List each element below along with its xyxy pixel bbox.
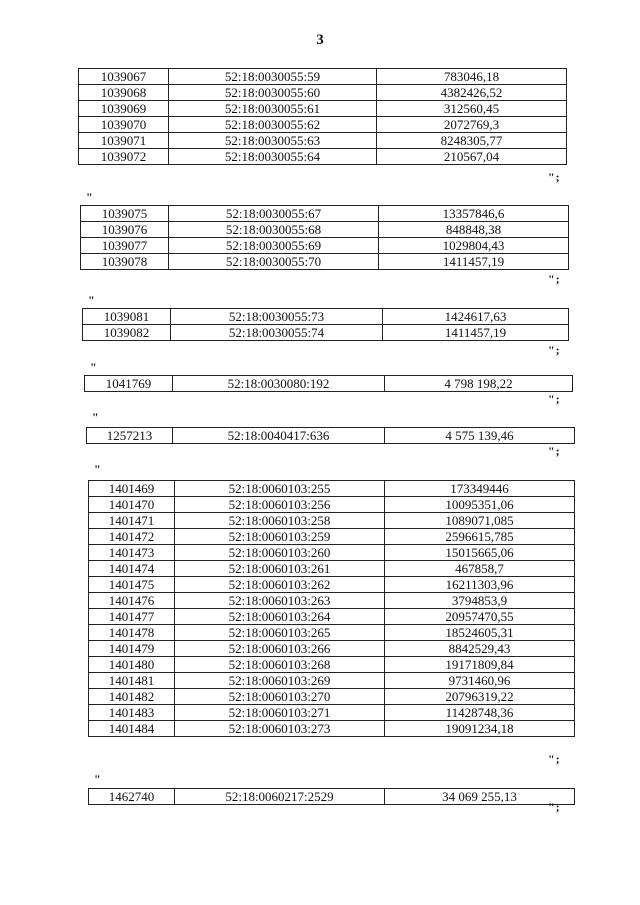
record-id-cell: 1401477: [89, 609, 175, 625]
cadastral-number-cell: 52:18:0060103:260: [175, 545, 385, 561]
cadastral-number-cell: 52:18:0060103:265: [175, 625, 385, 641]
value-cell: 3794853,9: [385, 593, 575, 609]
cadastral-number-cell: 52:18:0030080:192: [173, 376, 385, 392]
value-cell: 4382426,52: [377, 85, 567, 101]
closing-quote: ";: [548, 392, 561, 406]
record-id-cell: 1401474: [89, 561, 175, 577]
table-row: [89, 609, 575, 625]
table-row: [89, 705, 575, 721]
table-row: [89, 497, 575, 513]
cadastral-number-cell: 52:18:0060103:269: [175, 673, 385, 689]
cadastral-number-cell: 52:18:0060103:271: [175, 705, 385, 721]
value-cell: 2072769,3: [377, 117, 567, 133]
opening-quote: ": [94, 772, 101, 786]
table-row: [89, 577, 575, 593]
record-id-cell: 1039076: [81, 222, 169, 238]
table-row: [79, 85, 567, 101]
opening-quote: ": [94, 462, 101, 476]
table-row: [89, 689, 575, 705]
value-cell: 18524605,31: [385, 625, 575, 641]
cadastral-number-cell: 52:18:0060103:263: [175, 593, 385, 609]
value-cell: 34 069 255,13: [385, 789, 575, 805]
opening-quote: ": [86, 190, 93, 204]
record-id-cell: 1401471: [89, 513, 175, 529]
record-id-cell: 1401481: [89, 673, 175, 689]
registry-table: [88, 788, 575, 805]
record-id-cell: 1401470: [89, 497, 175, 513]
value-cell: 1411457,19: [383, 325, 569, 341]
cadastral-number-cell: 52:18:0060103:261: [175, 561, 385, 577]
table-row: [81, 254, 569, 270]
closing-quote: ";: [548, 444, 561, 458]
cadastral-number-cell: 52:18:0030055:68: [169, 222, 379, 238]
value-cell: 10095351,06: [385, 497, 575, 513]
opening-quote: ": [90, 360, 97, 374]
cadastral-number-cell: 52:18:0030055:74: [171, 325, 383, 341]
record-id-cell: 1041769: [85, 376, 173, 392]
record-id-cell: 1401480: [89, 657, 175, 673]
value-cell: 783046,18: [377, 69, 567, 85]
value-cell: 11428748,36: [385, 705, 575, 721]
value-cell: 1424617,63: [383, 309, 569, 325]
record-id-cell: 1401473: [89, 545, 175, 561]
table-row: [89, 789, 575, 805]
value-cell: 20957470,55: [385, 609, 575, 625]
value-cell: 16211303,96: [385, 577, 575, 593]
cadastral-number-cell: 52:18:0060103:258: [175, 513, 385, 529]
closing-quote: ";: [548, 343, 561, 357]
value-cell: 9731460,96: [385, 673, 575, 689]
value-cell: 2596615,785: [385, 529, 575, 545]
table-row: [85, 376, 573, 392]
record-id-cell: 1401484: [89, 721, 175, 737]
closing-quote: ";: [548, 272, 561, 286]
table-row: [83, 309, 569, 325]
record-id-cell: 1401476: [89, 593, 175, 609]
table-row: [89, 673, 575, 689]
table-row: [89, 657, 575, 673]
cadastral-number-cell: 52:18:0060103:264: [175, 609, 385, 625]
table-row: [87, 428, 575, 444]
record-id-cell: 1039075: [81, 206, 169, 222]
record-id-cell: 1039067: [79, 69, 169, 85]
cadastral-number-cell: 52:18:0060103:266: [175, 641, 385, 657]
table-row: [79, 133, 567, 149]
value-cell: 467858,7: [385, 561, 575, 577]
table-row: [89, 529, 575, 545]
record-id-cell: 1039071: [79, 133, 169, 149]
value-cell: 20796319,22: [385, 689, 575, 705]
record-id-cell: 1401469: [89, 481, 175, 497]
value-cell: 13357846,6: [379, 206, 569, 222]
cadastral-number-cell: 52:18:0060103:273: [175, 721, 385, 737]
value-cell: 15015665,06: [385, 545, 575, 561]
cadastral-number-cell: 52:18:0030055:60: [169, 85, 377, 101]
table-row: [89, 721, 575, 737]
cadastral-number-cell: 52:18:0060103:268: [175, 657, 385, 673]
record-id-cell: 1401479: [89, 641, 175, 657]
cadastral-number-cell: 52:18:0060103:256: [175, 497, 385, 513]
cadastral-number-cell: 52:18:0030055:59: [169, 69, 377, 85]
cadastral-number-cell: 52:18:0030055:62: [169, 117, 377, 133]
value-cell: 173349446: [385, 481, 575, 497]
registry-table: [82, 308, 569, 341]
record-id-cell: 1039068: [79, 85, 169, 101]
closing-quote: ";: [548, 752, 561, 766]
value-cell: 210567,04: [377, 149, 567, 165]
opening-quote: ": [92, 410, 99, 424]
value-cell: 848848,38: [379, 222, 569, 238]
cadastral-number-cell: 52:18:0040417:636: [173, 428, 385, 444]
table-row: [89, 593, 575, 609]
cadastral-number-cell: 52:18:0030055:64: [169, 149, 377, 165]
closing-quote: ";: [548, 800, 561, 814]
record-id-cell: 1039077: [81, 238, 169, 254]
table-row: [79, 101, 567, 117]
value-cell: 1029804,43: [379, 238, 569, 254]
cadastral-number-cell: 52:18:0030055:69: [169, 238, 379, 254]
cadastral-number-cell: 52:18:0060103:270: [175, 689, 385, 705]
registry-table: [84, 375, 573, 392]
value-cell: 312560,45: [377, 101, 567, 117]
table-row: [79, 69, 567, 85]
value-cell: 19171809,84: [385, 657, 575, 673]
value-cell: 1089071,085: [385, 513, 575, 529]
cadastral-number-cell: 52:18:0030055:61: [169, 101, 377, 117]
record-id-cell: 1039069: [79, 101, 169, 117]
table-row: [89, 545, 575, 561]
value-cell: 4 798 198,22: [385, 376, 573, 392]
table-row: [89, 641, 575, 657]
record-id-cell: 1257213: [87, 428, 173, 444]
value-cell: 1411457,19: [379, 254, 569, 270]
cadastral-number-cell: 52:18:0060103:255: [175, 481, 385, 497]
registry-table: [80, 205, 569, 270]
page-number: 3: [316, 32, 324, 48]
opening-quote: ": [88, 293, 95, 307]
cadastral-number-cell: 52:18:0030055:73: [171, 309, 383, 325]
closing-quote: ";: [548, 170, 561, 184]
cadastral-number-cell: 52:18:0030055:67: [169, 206, 379, 222]
value-cell: 4 575 139,46: [385, 428, 575, 444]
cadastral-number-cell: 52:18:0060217:2529: [175, 789, 385, 805]
record-id-cell: 1401472: [89, 529, 175, 545]
cadastral-number-cell: 52:18:0030055:63: [169, 133, 377, 149]
record-id-cell: 1401475: [89, 577, 175, 593]
record-id-cell: 1039078: [81, 254, 169, 270]
cadastral-number-cell: 52:18:0060103:259: [175, 529, 385, 545]
table-row: [81, 222, 569, 238]
value-cell: 8842529,43: [385, 641, 575, 657]
record-id-cell: 1401482: [89, 689, 175, 705]
record-id-cell: 1039072: [79, 149, 169, 165]
table-row: [89, 561, 575, 577]
cadastral-number-cell: 52:18:0030055:70: [169, 254, 379, 270]
table-row: [89, 513, 575, 529]
value-cell: 19091234,18: [385, 721, 575, 737]
registry-table: [78, 68, 567, 165]
record-id-cell: 1462740: [89, 789, 175, 805]
table-row: [79, 117, 567, 133]
record-id-cell: 1401483: [89, 705, 175, 721]
table-row: [89, 481, 575, 497]
record-id-cell: 1039082: [83, 325, 171, 341]
cadastral-number-cell: 52:18:0060103:262: [175, 577, 385, 593]
record-id-cell: 1039081: [83, 309, 171, 325]
value-cell: 8248305,77: [377, 133, 567, 149]
registry-table: [86, 427, 575, 444]
record-id-cell: 1401478: [89, 625, 175, 641]
table-row: [83, 325, 569, 341]
table-row: [81, 206, 569, 222]
record-id-cell: 1039070: [79, 117, 169, 133]
registry-table: [88, 480, 575, 737]
table-row: [81, 238, 569, 254]
table-row: [79, 149, 567, 165]
table-row: [89, 625, 575, 641]
